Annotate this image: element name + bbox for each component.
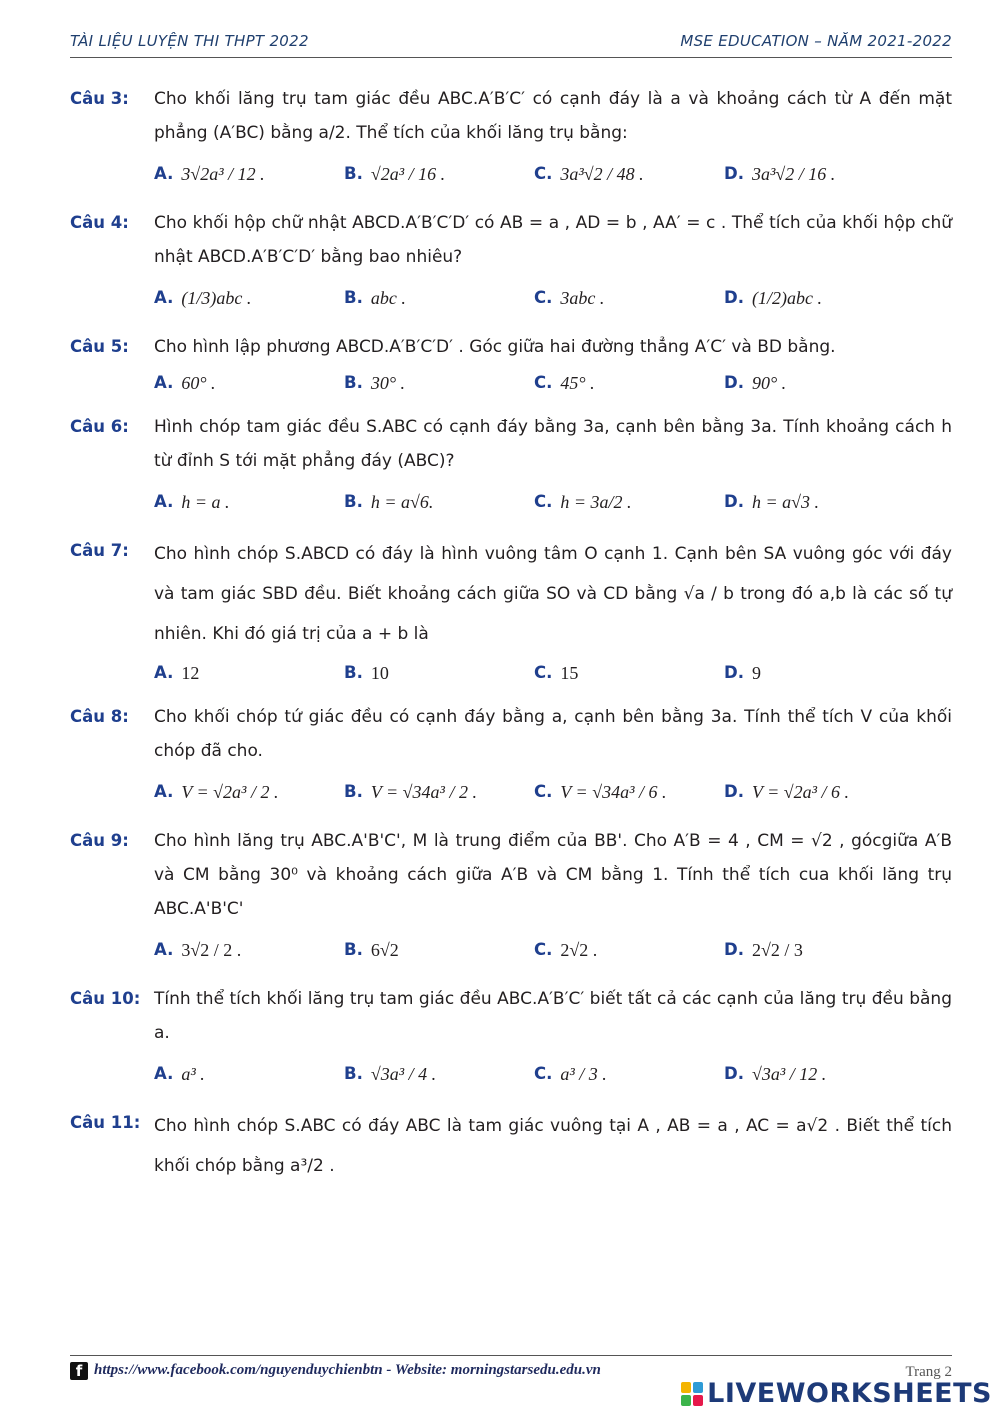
option-a[interactable] <box>154 928 344 972</box>
option-c[interactable] <box>534 366 724 400</box>
option-label: B. <box>344 1064 363 1083</box>
option-value: √3a³ / 12 . <box>751 1064 827 1084</box>
option-label: B. <box>344 288 363 307</box>
option-label: B. <box>344 373 363 392</box>
option-value: 3√2 / 2 . <box>181 940 242 960</box>
option-value: 45° . <box>560 373 595 393</box>
question-list <box>70 82 952 1196</box>
option-label: D. <box>724 940 744 959</box>
option-c[interactable] <box>534 1052 724 1096</box>
option-value: 15 <box>560 663 579 683</box>
header-right-title: MSE EDUCATION – NĂM 2021-2022 <box>680 32 952 50</box>
option-label: A. <box>154 373 174 392</box>
option-c[interactable] <box>534 276 724 320</box>
option-value: 3a³√2 / 48 . <box>560 164 644 184</box>
option-value: 3abc . <box>560 288 605 308</box>
question-text: Cho khối chóp tứ giác đều có cạnh đáy bằng a, cạnh bên bằng 3a. Tính thể tích V của khối chóp đã cho. <box>154 707 952 761</box>
option-value: 60° . <box>181 373 216 393</box>
page-number: Trang 2 <box>905 1364 952 1380</box>
option-c[interactable] <box>534 480 724 524</box>
header-divider <box>70 57 952 58</box>
option-label: B. <box>344 782 363 801</box>
answer-options <box>154 656 952 690</box>
option-label: C. <box>534 782 553 801</box>
question-number: Câu 4: <box>70 213 129 232</box>
option-value: h = a√3 . <box>751 492 819 512</box>
option-value: 12 <box>181 663 200 683</box>
question-number: Câu 10: <box>70 989 141 1008</box>
option-c[interactable] <box>534 770 724 814</box>
answer-options <box>154 770 952 814</box>
option-a[interactable] <box>154 276 344 320</box>
option-value: √2a³ / 16 . <box>370 164 446 184</box>
option-label: C. <box>534 1064 553 1083</box>
question-number: Câu 8: <box>70 707 129 726</box>
option-b[interactable] <box>344 366 534 400</box>
option-label: D. <box>724 663 744 682</box>
option-b[interactable] <box>344 928 534 972</box>
option-a[interactable] <box>154 366 344 400</box>
question-3 <box>70 82 952 196</box>
option-value: h = a . <box>181 492 230 512</box>
question-text: Cho khối hộp chữ nhật ABCD.A′B′C′D′ có AB = a , AD = b , AA′ = c . Thể tích của khối hộp chữ nhật ABCD.A′B′C′D′ bằng bao nhiêu? <box>154 213 952 267</box>
option-a[interactable] <box>154 480 344 524</box>
option-label: D. <box>724 164 744 183</box>
option-label: C. <box>534 492 553 511</box>
option-value: (1/3)abc . <box>181 288 252 308</box>
option-label: C. <box>534 373 553 392</box>
option-label: B. <box>344 164 363 183</box>
option-d[interactable] <box>724 656 914 690</box>
option-b[interactable] <box>344 770 534 814</box>
question-text: Tính thể tích khối lăng trụ tam giác đều ABC.A′B′C′ biết tất cả các cạnh của lăng trụ đều bằng a. <box>154 989 952 1043</box>
option-a[interactable] <box>154 152 344 196</box>
option-label: A. <box>154 164 174 183</box>
option-value: V = √34a³ / 2 . <box>370 782 477 802</box>
answer-options <box>154 928 952 972</box>
option-label: A. <box>154 782 174 801</box>
question-9 <box>70 824 952 972</box>
option-d[interactable] <box>724 152 914 196</box>
answer-options <box>154 1052 952 1096</box>
question-text: Cho khối lăng trụ tam giác đều ABC.A′B′C′ có cạnh đáy là a và khoảng cách từ A đến mặt phẳng (A′BC) bằng a/2. Thể tích của khối lăng trụ bằng: <box>154 89 952 143</box>
option-label: C. <box>534 663 553 682</box>
question-8 <box>70 700 952 814</box>
option-label: D. <box>724 288 744 307</box>
option-a[interactable] <box>154 1052 344 1096</box>
footer-links[interactable]: https://www.facebook.com/nguyenduychienbtn - Website: morningstarsedu.edu.vn <box>94 1362 601 1378</box>
option-a[interactable] <box>154 656 344 690</box>
question-number: Câu 5: <box>70 337 129 356</box>
option-c[interactable] <box>534 656 724 690</box>
option-d[interactable] <box>724 1052 914 1096</box>
option-d[interactable] <box>724 770 914 814</box>
question-4 <box>70 206 952 320</box>
question-text: Cho hình lập phương ABCD.A′B′C′D′ . Góc giữa hai đường thẳng A′C′ và BD bằng. <box>154 337 836 357</box>
option-value: a³ . <box>181 1064 205 1084</box>
question-number: Câu 11: <box>70 1113 141 1132</box>
option-value: 3√2a³ / 12 . <box>181 164 265 184</box>
option-value: h = 3a/2 . <box>560 492 632 512</box>
question-7 <box>70 534 952 690</box>
option-value: (1/2)abc . <box>751 288 822 308</box>
question-10 <box>70 982 952 1096</box>
question-number: Câu 9: <box>70 831 129 850</box>
option-value: V = √2a³ / 2 . <box>181 782 279 802</box>
answer-options <box>154 276 952 320</box>
question-text: Cho hình chóp S.ABC có đáy ABC là tam giác vuông tại A , AB = a , AC = a√2 . Biết thể tích khối chóp bằng a³/2 . <box>154 1116 952 1176</box>
option-label: A. <box>154 663 174 682</box>
answer-options <box>154 480 952 524</box>
option-b[interactable] <box>344 480 534 524</box>
option-value: h = a√6. <box>370 492 434 512</box>
option-value: 2√2 / 3 <box>751 940 803 960</box>
option-value: 9 <box>751 663 761 683</box>
option-label: B. <box>344 940 363 959</box>
option-label: B. <box>344 663 363 682</box>
option-label: C. <box>534 164 553 183</box>
option-label: B. <box>344 492 363 511</box>
option-b[interactable] <box>344 1052 534 1096</box>
option-d[interactable] <box>724 366 914 400</box>
option-d[interactable] <box>724 276 914 320</box>
header-left-title: TÀI LIỆU LUYỆN THI THPT 2022 <box>70 32 309 50</box>
option-value: 3a³√2 / 16 . <box>751 164 836 184</box>
option-value: 6√2 <box>370 940 399 960</box>
option-label: D. <box>724 492 744 511</box>
option-value: 30° . <box>370 373 406 393</box>
option-label: D. <box>724 782 744 801</box>
option-label: A. <box>154 288 174 307</box>
option-label: A. <box>154 492 174 511</box>
liveworksheets-logo-icon <box>681 1382 703 1406</box>
question-number: Câu 3: <box>70 89 129 108</box>
option-b[interactable] <box>344 276 534 320</box>
question-5 <box>70 330 952 400</box>
option-label: D. <box>724 1064 744 1083</box>
question-text: Hình chóp tam giác đều S.ABC có cạnh đáy bằng 3a, cạnh bên bằng 3a. Tính khoảng cách h từ đỉnh S tới mặt phẳng đáy (ABC)? <box>154 417 952 471</box>
question-11 <box>70 1106 952 1186</box>
option-value: 10 <box>370 663 389 683</box>
question-6 <box>70 410 952 524</box>
option-label: C. <box>534 288 553 307</box>
watermark-text: LIVEWORKSHEETS <box>707 1378 992 1409</box>
option-a[interactable] <box>154 770 344 814</box>
option-b[interactable] <box>344 152 534 196</box>
question-text: Cho hình chóp S.ABCD có đáy là hình vuông tâm O cạnh 1. Cạnh bên SA vuông góc với đáy và tam giác SBD đều. Biết khoảng cách giữa SO và CD bằng √a / b trong đó a,b là các số tự nhiên. Khi đó giá trị của a + b là <box>154 544 952 644</box>
option-value: √3a³ / 4 . <box>370 1064 437 1084</box>
liveworksheets-watermark <box>681 1378 992 1409</box>
option-value: abc . <box>370 288 406 308</box>
option-d[interactable] <box>724 928 914 972</box>
option-b[interactable] <box>344 656 534 690</box>
question-number: Câu 6: <box>70 417 129 436</box>
option-label: D. <box>724 373 744 392</box>
option-value: a³ / 3 . <box>560 1064 607 1084</box>
question-number: Câu 7: <box>70 541 129 560</box>
answer-options <box>154 152 952 196</box>
option-value: 2√2 . <box>560 940 598 960</box>
option-c[interactable] <box>534 928 724 972</box>
page-header <box>70 30 952 56</box>
option-label: C. <box>534 940 553 959</box>
option-value: V = √34a³ / 6 . <box>560 782 667 802</box>
option-c[interactable] <box>534 152 724 196</box>
answer-options <box>154 366 952 400</box>
option-label: A. <box>154 940 174 959</box>
question-text: Cho hình lăng trụ ABC.A'B'C', M là trung điểm của BB'. Cho A′B = 4 , CM = √2 , gócgiữa A′B và CM bằng 30⁰ và khoảng cách giữa A′B và CM bằng 1. Tính thể tích cua khối lăng trụ ABC.A'B'C' <box>154 831 952 919</box>
option-value: 90° . <box>751 373 787 393</box>
option-d[interactable] <box>724 480 914 524</box>
option-label: A. <box>154 1064 174 1083</box>
option-value: V = √2a³ / 6 . <box>751 782 850 802</box>
footer-divider <box>70 1355 952 1356</box>
facebook-icon: f <box>70 1362 88 1380</box>
